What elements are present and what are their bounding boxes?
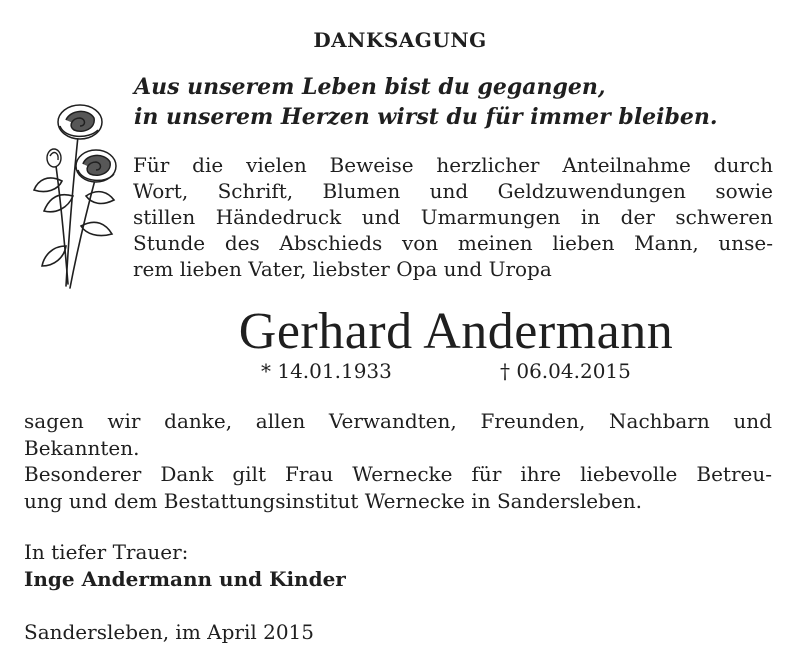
thanks-text bbox=[133, 152, 773, 282]
thanks-line: rem lieben Vater, liebster Opa und Uropa bbox=[133, 257, 552, 281]
thanks-line: Stunde des Abschieds von meinen lieben Mann, unse- bbox=[133, 231, 773, 255]
paragraph-line: Bekannten. bbox=[24, 436, 140, 460]
thanks-line: Wort, Schrift, Blumen und Geldzuwendungen sowie bbox=[133, 179, 773, 203]
special-thanks-paragraph bbox=[24, 461, 772, 515]
thanks-paragraph bbox=[24, 408, 772, 462]
quote-line-1: Aus unserem Leben bist du gegangen, bbox=[134, 74, 606, 100]
thanks-line: Für die vielen Beweise herzlicher Anteilnahme durch bbox=[133, 153, 773, 177]
deceased-name: Gerhard Andermann bbox=[238, 303, 674, 360]
family-signature: Inge Andermann und Kinder bbox=[24, 567, 346, 591]
place-date: Sandersleben, im April 2015 bbox=[24, 620, 315, 644]
death-date: † 06.04.2015 bbox=[500, 359, 631, 383]
paragraph-line: Besonderer Dank gilt Frau Wernecke für ihre liebevolle Betreu- bbox=[24, 462, 772, 486]
paragraph-line: sagen wir danke, allen Verwandten, Freunden, Nachbarn und bbox=[24, 409, 772, 433]
mourning-line: In tiefer Trauer: bbox=[24, 540, 189, 564]
notice-heading: DANKSAGUNG bbox=[313, 28, 487, 52]
quote-line-2: in unserem Herzen wirst du für immer bleiben. bbox=[134, 104, 718, 130]
birth-date: * 14.01.1933 bbox=[261, 359, 392, 383]
thanks-line: stillen Händedruck und Umarmungen in der schweren bbox=[133, 205, 773, 229]
paragraph-line: ung und dem Bestattungsinstitut Wernecke in Sandersleben. bbox=[24, 489, 643, 513]
roses-icon bbox=[26, 96, 126, 296]
